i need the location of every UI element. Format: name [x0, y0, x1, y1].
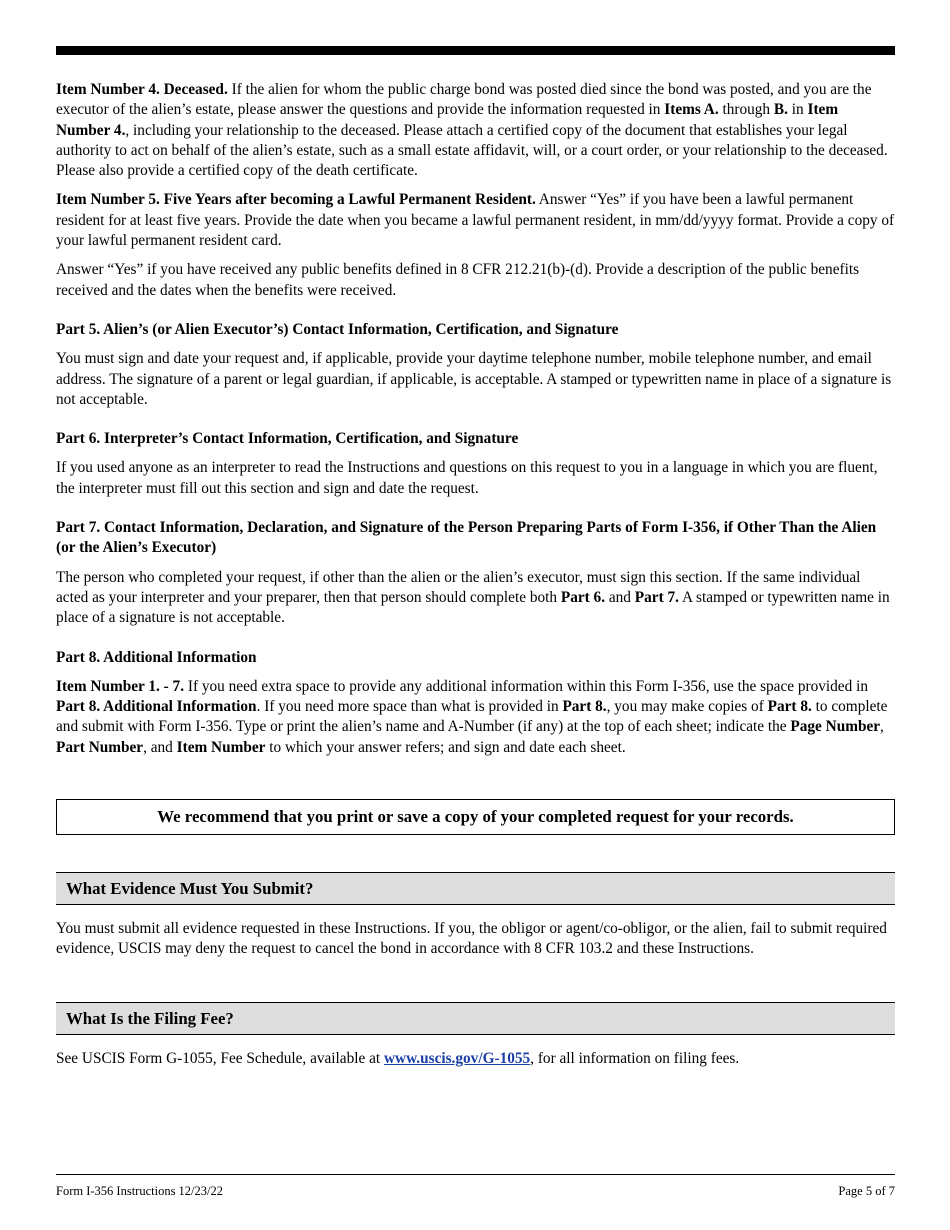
- part-8-text: If you need extra space to provide any additional information within this Form I-356, use the space provided in: [184, 677, 868, 695]
- part-8-text: to which your answer refers; and sign and date each sheet.: [265, 738, 626, 756]
- item-5-paragraph: [56, 190, 895, 251]
- part-7-heading: Part 7. Contact Information, Declaration, and Signature of the Person Preparing Parts of Form I-356, if Other Than the Alien (or the Alien’s Executor): [56, 519, 877, 557]
- part-8-text: to complete and submit with Form I-356. Type or print the alien’s name and A-Number (if any) at the top of each sheet; indicate the: [56, 698, 888, 736]
- item-5-text: Answer “Yes” if you have been a lawful permanent resident for at least five years. Provide the date when you became a lawful permanent resident, in mm/dd/yyyy format. Provide a copy of your lawful permanent resident card.: [56, 191, 895, 250]
- item-4-text: If the alien for whom the public charge bond was posted died since the bond was posted, and you are the executor of the alien’s estate, please answer the questions and provide the information requested in: [56, 81, 872, 119]
- part-5-text: You must sign and date your request and, if applicable, provide your daytime telephone number, mobile telephone number, and email address. The signature of a parent or legal guardian, if applicable, is acceptable. A stamped or typewritten name in place of a signature is not acceptable.: [56, 350, 892, 408]
- footer-page-number: Page 5 of 7: [838, 1184, 895, 1198]
- page-content: [56, 80, 895, 1078]
- part-8-heading: Part 8. Additional Information: [56, 648, 257, 666]
- part-8-text: , you may make copies of: [606, 698, 768, 716]
- fee-schedule-link[interactable]: www.uscis.gov/G-1055: [383, 1049, 531, 1067]
- item-4-bold-item-number: Item Number 4.: [56, 101, 839, 139]
- part-7-text: and: [605, 588, 635, 606]
- part-8-bold: Part 8.: [562, 698, 607, 716]
- part-5-heading: Part 5. Alien’s (or Alien Executor’s) Contact Information, Certification, and Signature: [56, 320, 619, 338]
- footer-rule: [56, 1174, 895, 1175]
- part-8-text: , and: [143, 738, 177, 756]
- part-8-text: ,: [880, 718, 884, 736]
- public-benefits-paragraph: Answer “Yes” if you have received any public benefits defined in 8 CFR 212.21(b)-(d). Provide a description of the public benefits received and the dates when the benefits were received.: [56, 261, 860, 299]
- evidence-section-header: What Evidence Must You Submit?: [56, 872, 895, 905]
- part-7-paragraph: [56, 568, 895, 629]
- part-8-bold-page-number: Page Number: [790, 718, 881, 736]
- part-6-text: If you used anyone as an interpreter to read the Instructions and questions on this request to you in a language in which you are fluent, the interpreter must fill out this section and sign and date the request.: [56, 459, 878, 497]
- filing-fee-text: , for all information on filing fees.: [530, 1049, 740, 1067]
- part-6-heading: Part 6. Interpreter’s Contact Information, Certification, and Signature: [56, 430, 519, 448]
- part-7-bold-part7: Part 7.: [634, 588, 679, 606]
- footer-form-info: Form I-356 Instructions 12/23/22: [56, 1184, 224, 1198]
- part-8-item-label: Item Number 1. - 7.: [56, 677, 185, 695]
- item-4-text: in: [787, 101, 808, 119]
- filing-fee-section-header: What Is the Filing Fee?: [56, 1002, 895, 1035]
- part-7-text: A stamped or typewritten name in place of a signature is not acceptable.: [56, 588, 890, 627]
- item-4-bold-b: B.: [773, 101, 788, 119]
- part-8-text: . If you need more space than what is provided in: [256, 698, 563, 716]
- part-8-paragraph: [56, 677, 895, 758]
- recommendation-notice-box: We recommend that you print or save a copy of your completed request for your records.: [56, 799, 895, 835]
- part-8-bold-item-number: Item Number: [176, 738, 266, 756]
- part-8-bold: Part 8. Additional Information: [56, 698, 257, 716]
- filing-fee-text: See USCIS Form G-1055, Fee Schedule, available at: [56, 1049, 384, 1067]
- item-5-label: Item Number 5. Five Years after becoming a Lawful Permanent Resident.: [56, 191, 536, 209]
- top-rule: [56, 46, 895, 55]
- item-4-text: through: [718, 101, 774, 119]
- part-8-bold-part-number: Part Number: [56, 738, 144, 756]
- item-4-paragraph: [56, 80, 895, 181]
- item-4-label: Item Number 4. Deceased.: [56, 81, 228, 98]
- part-7-text: The person who completed your request, if other than the alien or the alien’s executor, must sign this section. If the same individual acted as your interpreter and your preparer, then that person should complete both: [56, 568, 861, 606]
- filing-fee-paragraph: [56, 1049, 895, 1069]
- item-4-bold-items-a: Items A.: [664, 101, 719, 119]
- item-4-text: , including your relationship to the deceased. Please attach a certified copy of the document that establishes your legal authority to act on behalf of the alien’s estate, such as a small estate affidavit, will, or a court order, or your relationship to the deceased. Please also provide a certified copy of the death certificate.: [56, 121, 888, 180]
- evidence-text: You must submit all evidence requested in these Instructions. If you, the obligor or agent/co-obligor, or the alien, fail to submit required evidence, USCIS may deny the request to cancel the bond in accordance with 8 CFR 103.2 and these Instructions.: [56, 920, 887, 958]
- part-8-bold: Part 8.: [767, 698, 812, 716]
- part-7-bold-part6: Part 6.: [560, 588, 606, 606]
